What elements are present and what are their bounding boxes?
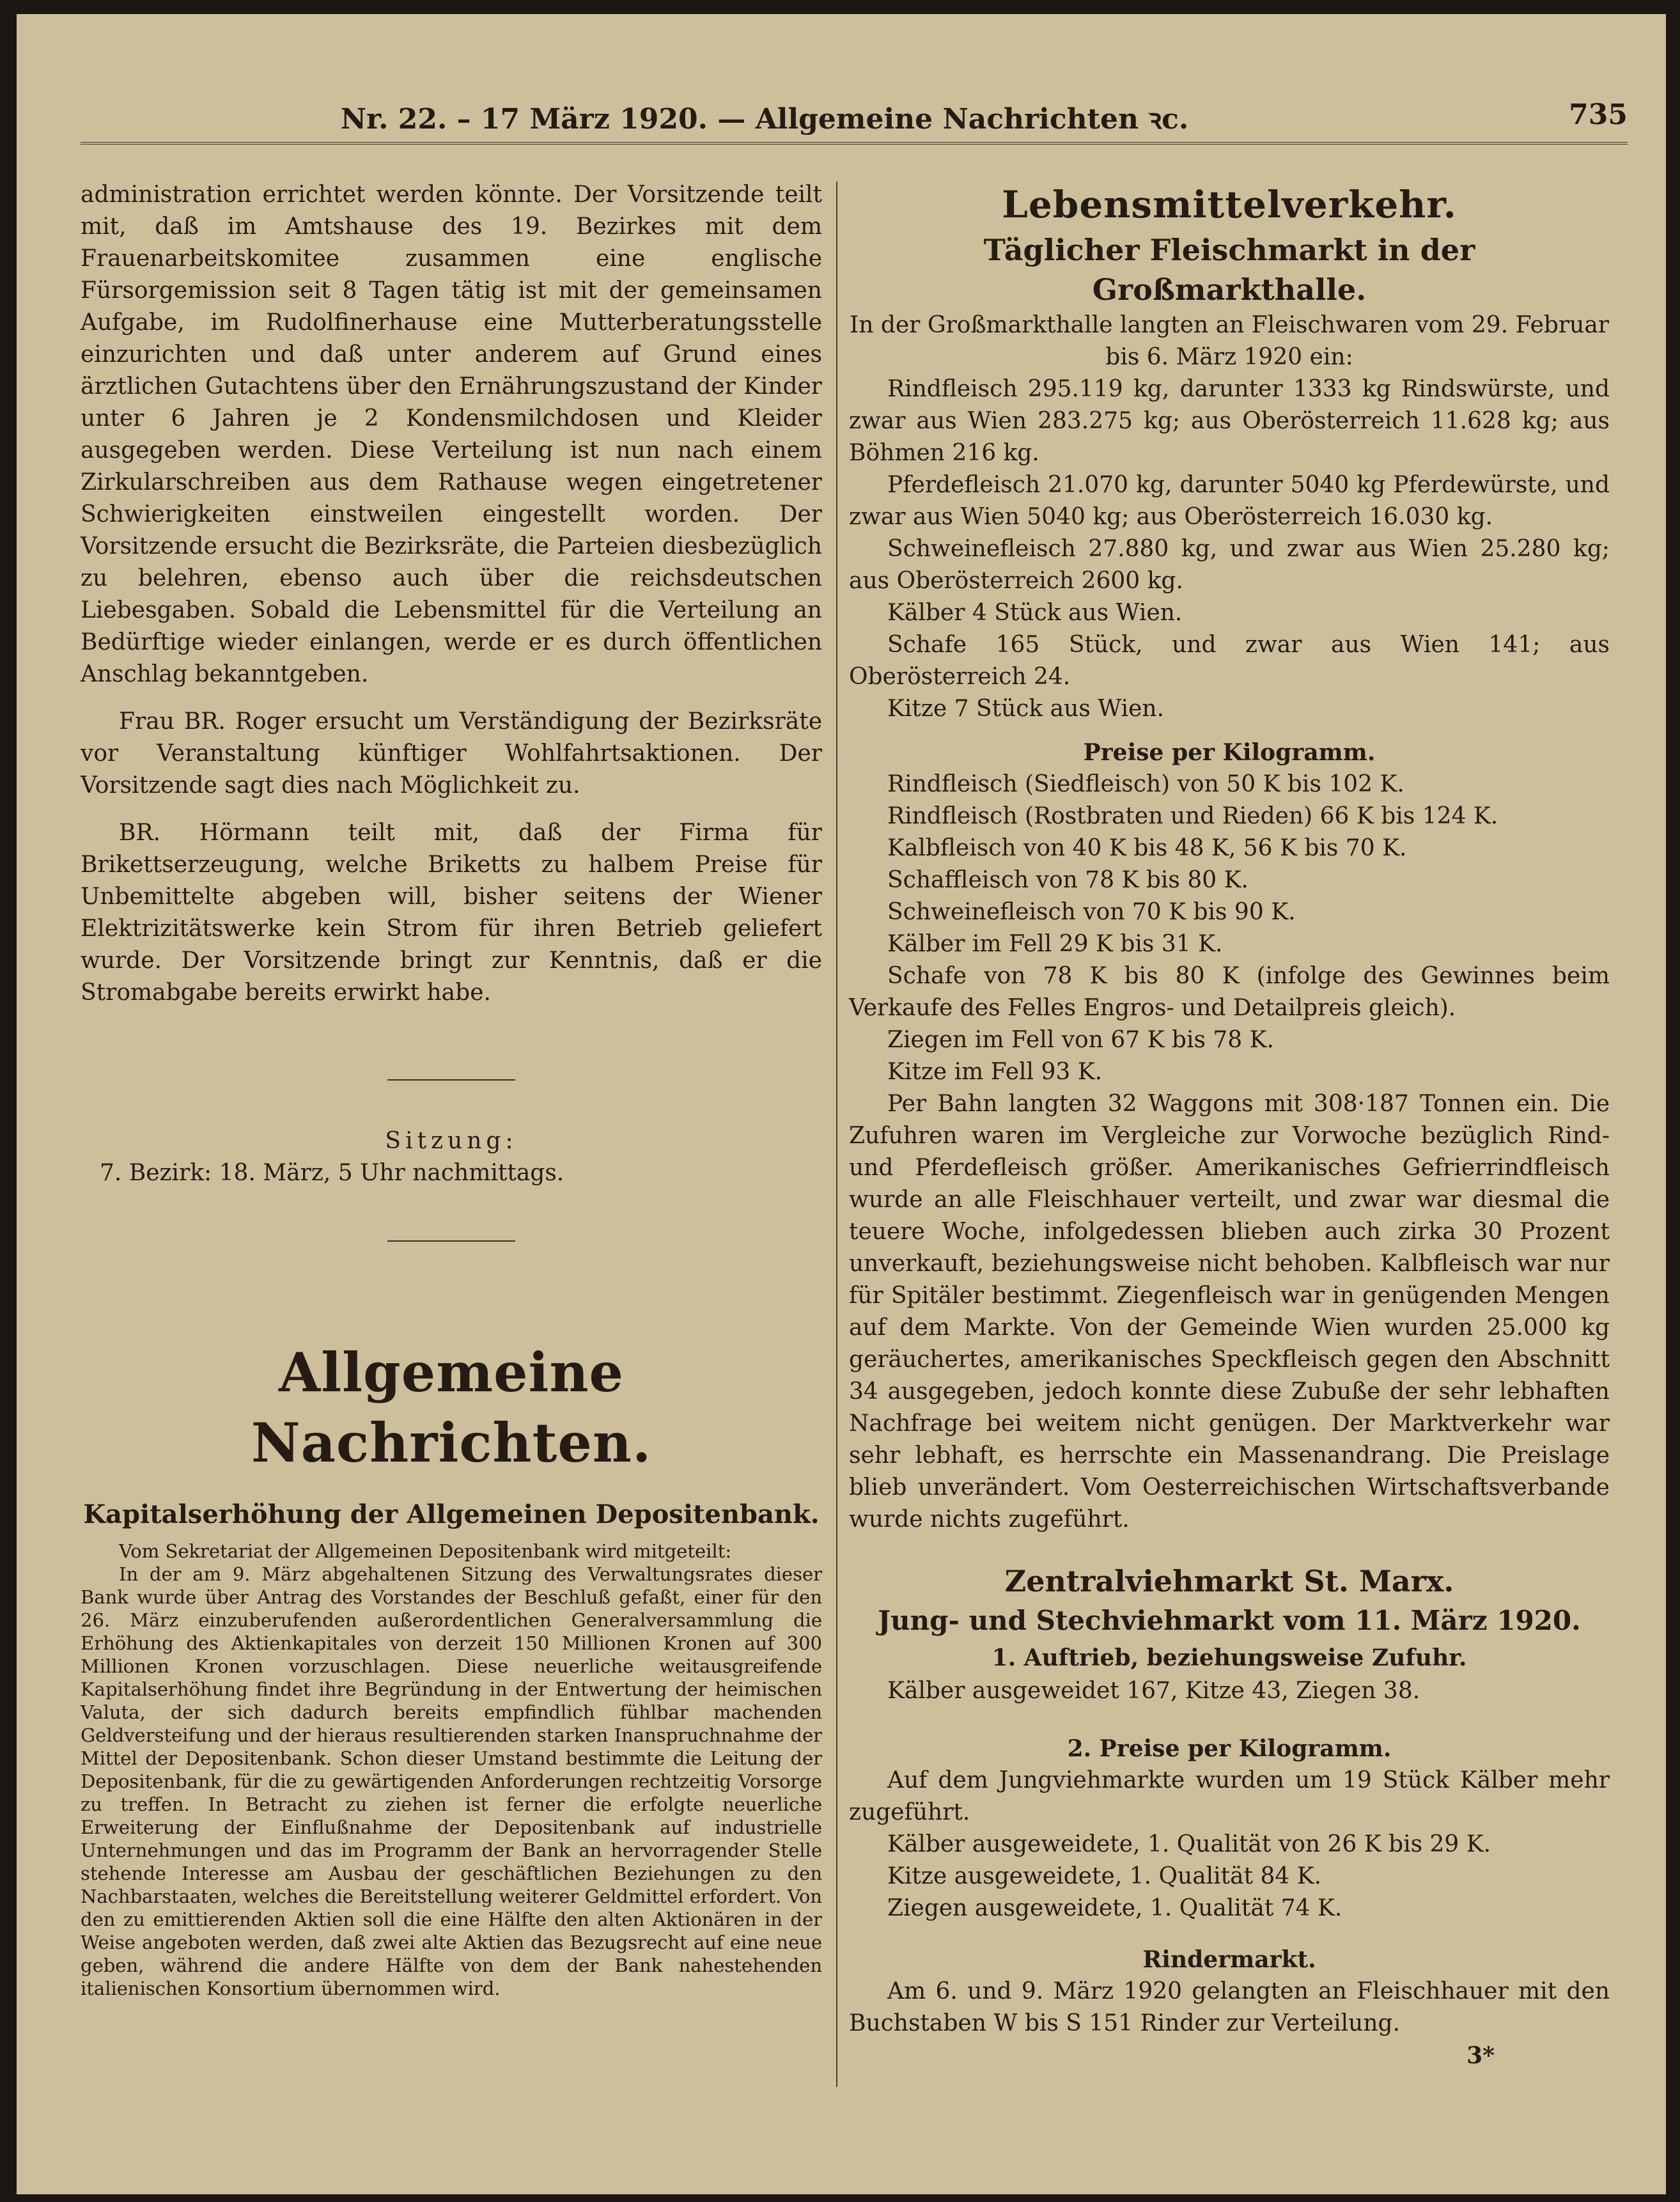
article-intro: Vom Sekretariat der Allgemeinen Depositenbank wird mitgeteilt: xyxy=(119,1540,732,1562)
subsection-title: 2. Preise per Kilogramm. xyxy=(1067,1735,1392,1762)
page-header-title: Nr. 22. – 17 März 1920. — Allgemeine Nachrichten ꝛc. xyxy=(340,103,1189,136)
subsection-title: Rindermarkt. xyxy=(1142,1946,1316,1973)
sitzung-label: Sitzung: xyxy=(385,1128,518,1154)
sitzung-text: 7. Bezirk: 18. März, 5 Uhr nachmittags. xyxy=(100,1160,564,1186)
newspaper-page xyxy=(17,14,1666,2194)
list-item: Kälber 4 Stück aus Wien. xyxy=(887,600,1183,626)
list-item: Kälber ausgeweidete, 1. Qualität von 26 K bis 29 K. xyxy=(887,1831,1491,1857)
list-item: Ziegen ausgeweidete, 1. Qualität 74 K. xyxy=(887,1895,1342,1921)
subsection-title: Preise per Kilogramm. xyxy=(1083,739,1376,766)
list-item: Rindfleisch (Rostbraten und Rieden) 66 K bis 124 K. xyxy=(887,803,1498,829)
paragraph: Kälber ausgeweidet 167, Kitze 43, Ziegen 38. xyxy=(887,1678,1420,1704)
list-item: Kitze ausgeweidete, 1. Qualität 84 K. xyxy=(887,1863,1322,1889)
signature-mark: 3* xyxy=(1466,2042,1495,2069)
section-title: Zentralviehmarkt St. Marx. xyxy=(1004,1564,1454,1598)
list-item: Ziegen im Fell von 67 K bis 78 K. xyxy=(887,1027,1274,1053)
main-section-title: Allgemeine Nachrichten. xyxy=(251,1341,652,1474)
section-title: Lebensmittelverkehr. xyxy=(1002,183,1457,226)
list-item: Kitze 7 Stück aus Wien. xyxy=(887,696,1165,722)
list-item: Pferdefleisch 21.070 kg, darunter 5040 kg Pferdewürste, und zwar aus Wien 5040 kg; aus Oberösterreich 16.030 kg. xyxy=(849,472,1610,530)
list-item: Kalbfleisch von 40 K bis 48 K, 56 K bis 70 K. xyxy=(887,835,1407,861)
left-column xyxy=(81,179,822,2000)
list-item: Schafe von 78 K bis 80 K (infolge des Gewinnes beim Verkaufe des Felles Engros- und Detailpreis gleich). xyxy=(849,963,1610,1021)
paragraph: Am 6. und 9. März 1920 gelangten an Fleischhauer mit den Buchstaben W bis S 151 Rinder zur Verteilung. xyxy=(849,1978,1610,2036)
article-title: Kapitalserhöhung der Allgemeinen Depositenbank. xyxy=(83,1499,820,1529)
paragraph: In der Großmarkthalle langten an Fleischwaren vom 29. Februar bis 6. März 1920 ein: xyxy=(849,312,1610,370)
header-divider xyxy=(81,142,1628,144)
list-item: Schweinefleisch 27.880 kg, und zwar aus Wien 25.280 kg; aus Oberösterreich 2600 kg. xyxy=(849,536,1610,594)
paragraph: BR. Hörmann teilt mit, daß der Firma für Brikettserzeugung, welche Briketts zu halbem Preise für Unbemittelte abgeben will, bisher seitens der Wiener Elektrizitätswerke kein Strom für ihren Betrieb geliefert wurde. Der Vorsitzende bringt zur Kenntnis, daß er die Stromabgabe bereits erwirkt habe. xyxy=(81,820,822,1006)
page-number: 735 xyxy=(1569,98,1628,131)
article-title: Täglicher Fleischmarkt in der Großmarkthalle. xyxy=(983,233,1475,307)
article-title: Jung- und Stechviehmarkt vom 11. März 1920. xyxy=(878,1605,1581,1636)
paragraph: administration errichtet werden könnte. Der Vorsitzende teilt mit, daß im Amtshause des 19. Bezirkes mit dem Frauenarbeitskomitee zusammen eine englische Fürsorgemission seit 8 Tagen tätig ist mit der gemeinsamen Aufgabe, im Rudolfinerhause eine Mutterberatungsstelle einzurichten und daß unter anderem auf Grund eines ärztlichen Gutachtens über den Ernährungszustand der Kinder unter 6 Jahren je 2 Kondensmilchdosen und Kleider ausgegeben werden. Diese Verteilung ist nun nach einem Zirkularschreiben aus dem Rathause wegen eingetretener Schwierigkeiten einstweilen eingestellt worden. Der Vorsitzende ersucht die Bezirksräte, die Parteien diesbezüglich zu belehren, ebenso auch über die reichsdeutschen Liebesgaben. Sobald die Lebensmittel für die Verteilung an Bedürftige wieder einlangen, werde er es durch öffentlichen Anschlag bekanntgeben. xyxy=(81,182,822,687)
list-item: Schaffleisch von 78 K bis 80 K. xyxy=(887,867,1248,893)
paragraph: Per Bahn langten 32 Waggons mit 308·187 Tonnen ein. Die Zufuhren waren im Vergleiche zur Vorwoche bezüglich Rind- und Pferdefleisch größer. Amerikanisches Gefrierrindfleisch wurde an alle Fleischhauer verteilt, und zwar war diesmal die teuere Woche, infolgedessen blieben auch zirka 30 Prozent unverkauft, beziehungsweise nicht behoben. Kalbfleisch war nur für Spitäler bestimmt. Ziegenfleisch war in genügenden Mengen auf dem Markte. Von der Gemeinde Wien wurden 25.000 kg geräuchertes, amerikanisches Speckfleisch gegen den Abschnitt 34 ausgegeben, jedoch konnte diese Zubuße der sehr lebhaften Nachfrage bei weitem nicht genügen. Der Marktverkehr war sehr lebhaft, es herrschte ein Massenandrang. Die Preislage blieb unverändert. Vom Oesterreichischen Wirtschaftsverbande wurde nichts zugeführt. xyxy=(849,1091,1610,1533)
paragraph: Frau BR. Roger ersucht um Verständigung der Bezirksräte vor Veranstaltung künftiger Wohlfahrtsaktionen. Der Vorsitzende sagt dies nach Möglichkeit zu. xyxy=(81,708,822,799)
list-item: Schweinefleisch von 70 K bis 90 K. xyxy=(887,899,1296,925)
list-item: Kälber im Fell 29 K bis 31 K. xyxy=(887,931,1223,957)
list-item: Kitze im Fell 93 K. xyxy=(887,1059,1103,1085)
paragraph: Auf dem Jungviehmarkte wurden um 19 Stück Kälber mehr zugeführt. xyxy=(849,1767,1610,1825)
right-column xyxy=(849,179,1610,2072)
list-item: Rindfleisch 295.119 kg, darunter 1333 kg Rindswürste, und zwar aus Wien 283.275 kg; aus Oberösterreich 11.628 kg; aus Böhmen 216 kg. xyxy=(849,376,1610,466)
list-item: Schafe 165 Stück, und zwar aus Wien 141; aus Oberösterreich 24. xyxy=(849,632,1610,690)
column-divider xyxy=(836,182,837,2087)
article-body: In der am 9. März abgehaltenen Sitzung des Verwaltungsrates dieser Bank wurde über Antrag des Vorstandes der Beschluß gefaßt, einer für den 26. März einzuberufenden außerordentlichen Generalversammlung die Erhöhung des Aktienkapitales von derzeit 150 Millionen Kronen auf 300 Millionen Kronen vorzuschlagen. Diese neuerliche weitausgreifende Kapitalserhöhung findet ihre Begründung in der Entwertung der heimischen Valuta, der sich dadurch bereits empfindlich fühlbar machenden Geldversteifung und der hieraus resultierenden starken Inanspruchnahme der Mittel der Depositenbank. Schon dieser Umstand bestimmte die Leitung der Depositenbank, für die zu gewärtigenden Anforderungen rechtzeitig Vorsorge zu treffen. In Betracht zu ziehen ist ferner die erfolgte neuerliche Erweiterung der Einflußnahme der Depositenbank auf industrielle Unternehmungen und das im Programm der Bank an hervorragender Stelle stehende Interesse am Ausbau der geschäftlichen Beziehungen zu den Nachbarstaaten, welches die Bereitstellung weiterer Geldmittel erfordert. Von den zu emittierenden Aktien soll die eine Hälfte den alten Aktionären in der Weise angeboten werden, daß zwei alte Aktien das Bezugsrecht auf eine neue geben, während die andere Hälfte von dem der Bank nahestehenden italienischen Konsortium übernommen wird. xyxy=(81,1563,822,1999)
list-item: Rindfleisch (Siedfleisch) von 50 K bis 102 K. xyxy=(887,771,1404,797)
subsection-title: 1. Auftrieb, beziehungsweise Zufuhr. xyxy=(992,1644,1467,1671)
